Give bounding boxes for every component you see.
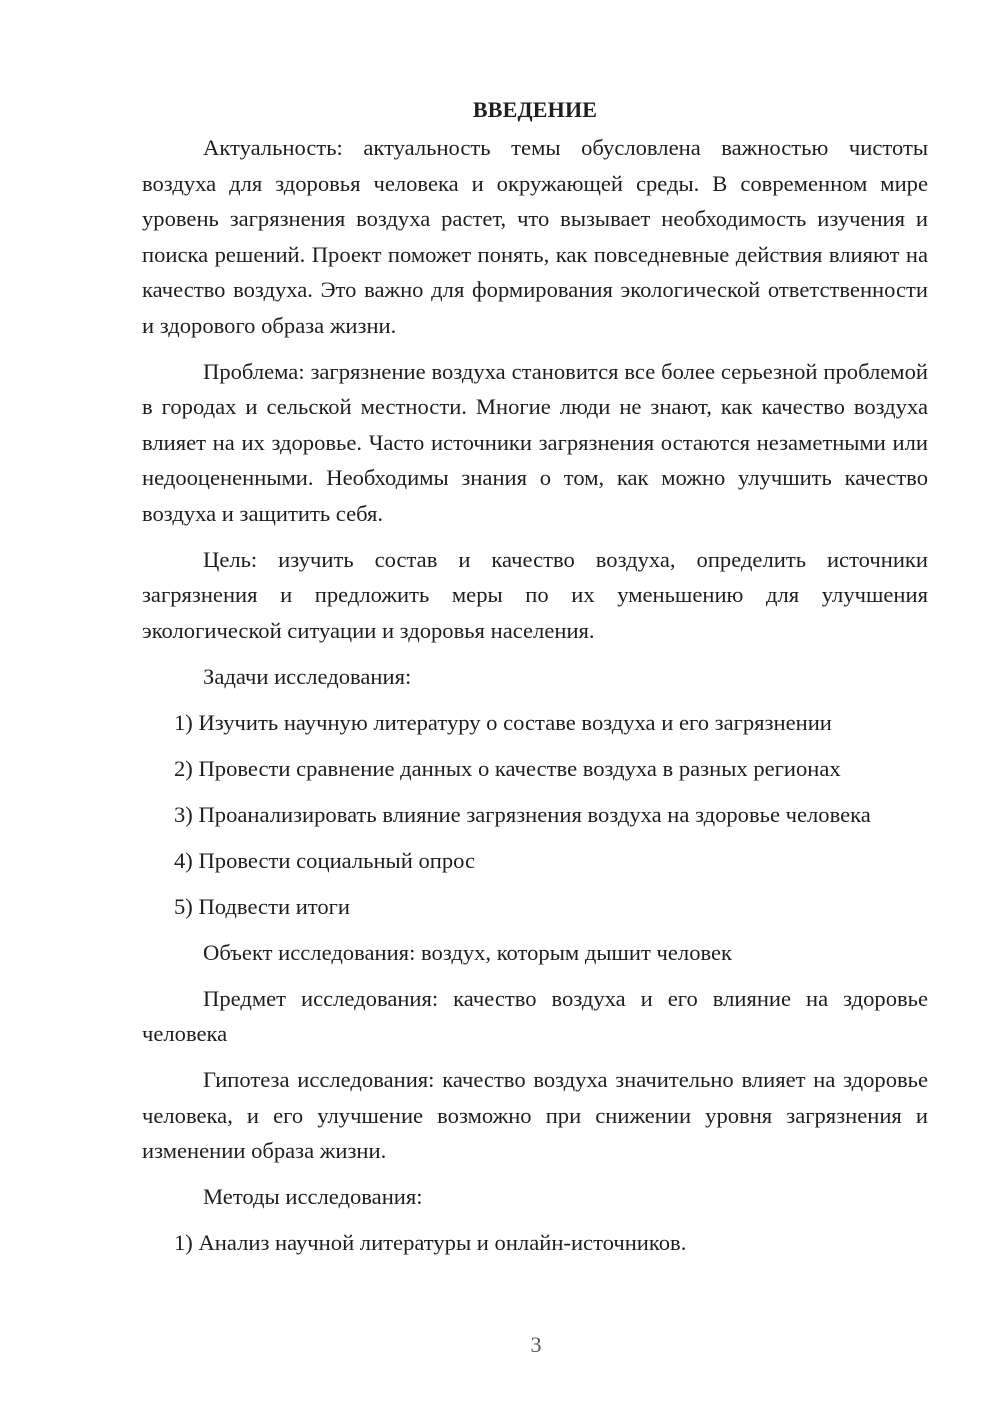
object-paragraph: Объект исследования: воздух, которым дышит человек: [203, 939, 733, 965]
task-item-4: 4) Провести социальный опрос: [174, 847, 476, 873]
problem-paragraph: Проблема: загрязнение воздуха становится все более серьезной проблемой в городах и сельской местности. Многие люди не знают, как качество воздуха влияет на их здоровье. Часто источники загрязнения остаются незаметными или недооцененными. Необходимы знания о том, как можно улучшить качество воздуха и защитить себя.: [142, 358, 928, 526]
document-page: [142, 92, 928, 1271]
task-item-1: 1) Изучить научную литературу о составе воздуха и его загрязнении: [174, 709, 832, 735]
goal-paragraph: Цель: изучить состав и качество воздуха, определить источники загрязнения и предложить меры по их уменьшению для улучшения экологической ситуации и здоровья населения.: [142, 546, 928, 643]
method-item-1: 1) Анализ научной литературы и онлайн-источников.: [174, 1230, 687, 1255]
relevance-paragraph: Актуальность: актуальность темы обусловлена важностью чистоты воздуха для здоровья человека и окружающей среды. В современном мире уровень загрязнения воздуха растет, что вызывает необходимость изучения и поиска решений. Проект поможет понять, как повседневные действия влияют на качество воздуха. Это важно для формирования экологической ответственности и здорового образа жизни.: [142, 135, 928, 338]
hypothesis-paragraph: Гипотеза исследования: качество воздуха значительно влияет на здоровье человека, и его улучшение возможно при снижении уровня загрязнения и изменении образа жизни.: [142, 1067, 928, 1163]
page-title: ВВЕДЕНИЕ: [472, 97, 598, 122]
subject-paragraph: Предмет исследования: качество воздуха и его влияние на здоровье человека: [142, 985, 928, 1046]
methods-label: Методы исследования:: [203, 1184, 423, 1209]
task-item-2: 2) Провести сравнение данных о качестве воздуха в разных регионах: [174, 755, 841, 781]
task-item-3: 3) Проанализировать влияние загрязнения воздуха на здоровье человека: [174, 801, 871, 827]
task-item-5: 5) Подвести итоги: [174, 893, 351, 919]
page-number: 3: [530, 1332, 542, 1357]
tasks-label: Задачи исследования:: [203, 663, 412, 689]
